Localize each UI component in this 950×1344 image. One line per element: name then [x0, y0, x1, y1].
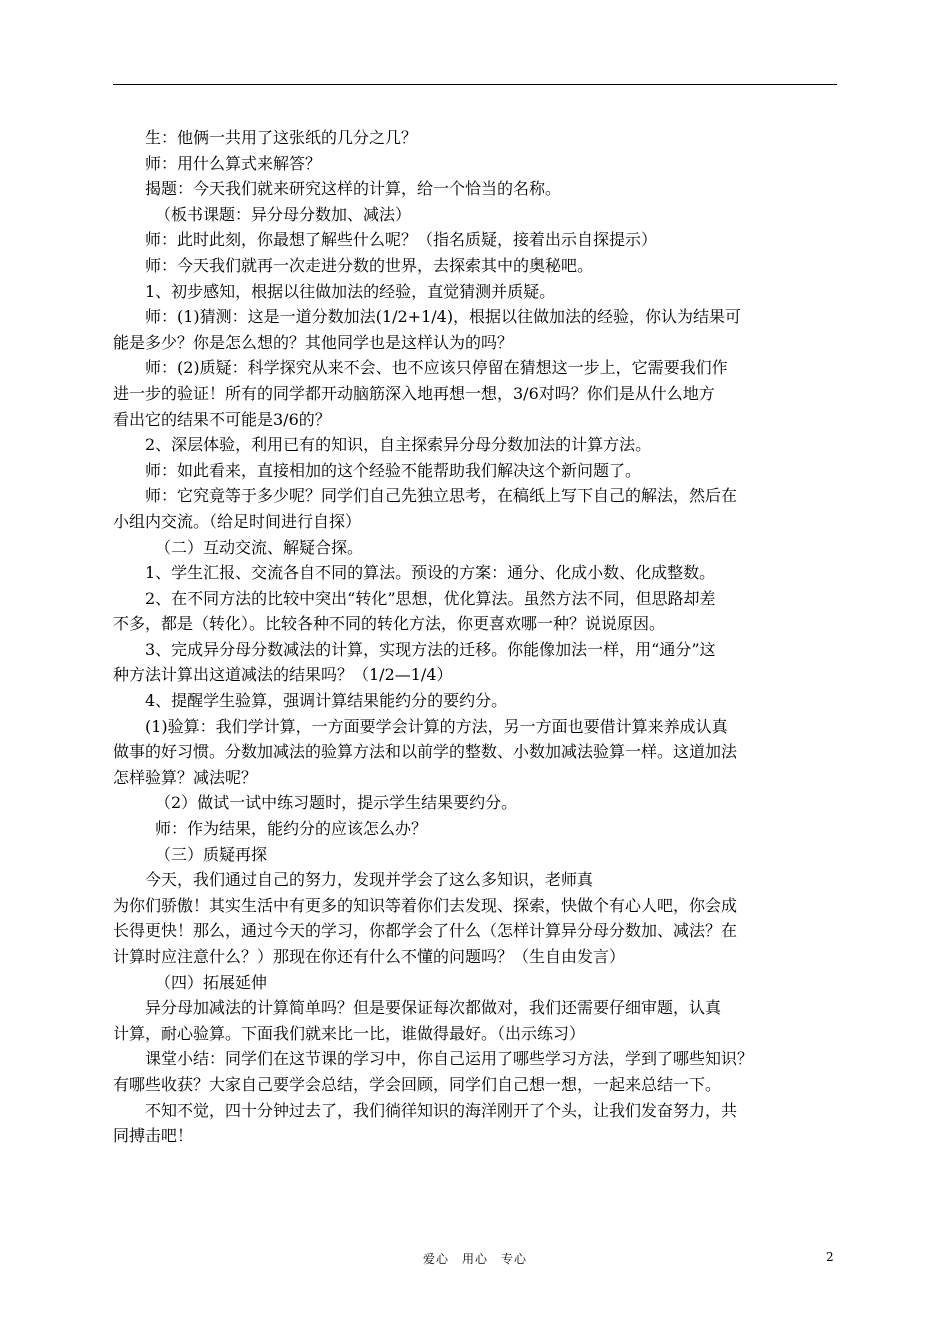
text-line: 不多，都是（转化）。比较各种不同的转化方法，你更喜欢哪一种？说说原因。	[113, 614, 666, 634]
text-line: (1)验算：我们学计算，一方面要学会计算的方法，另一方面也要借计算来养成认真	[145, 716, 728, 736]
text-line: 同搏击吧！	[113, 1126, 194, 1146]
text-line: 种方法计算出这道减法的结果吗？（1/2—1/4）	[113, 665, 453, 685]
text-line: 小组内交流。（给足时间进行自探）	[113, 511, 362, 531]
text-line: 4、提醒学生验算，强调计算结果能约分的要约分。	[145, 691, 508, 711]
text-line: 计算，耐心验算。下面我们就来比一比，谁做得最好。（出示练习）	[113, 1023, 586, 1043]
text-line: 师：此时此刻，你最想了解些什么呢？（指名质疑，接着出示自探提示）	[145, 230, 658, 250]
text-line: 有哪些收获？大家自己要学会总结，学会回顾，同学们自己想一想，一起来总结一下。	[113, 1074, 722, 1094]
text-line: 师：它究竟等于多少呢？同学们自己先独立思考，在稿纸上写下自己的解法，然后在	[145, 486, 738, 506]
text-line: （板书课题：异分母分数加、减法）	[155, 204, 412, 224]
text-line: 怎样验算？减法呢？	[113, 767, 258, 787]
text-line: 2、在不同方法的比较中突出“转化”思想，优化算法。虽然方法不同，但思路却差	[145, 588, 716, 608]
text-line: 今天，我们通过自己的努力，发现并学会了这么多知识，老师真	[145, 870, 594, 890]
text-line: （2）做试一试中练习题时，提示学生结果要约分。	[155, 793, 518, 813]
text-line: 异分母加减法的计算简单吗？但是要保证每次都做对，我们还需要仔细审题，认真	[145, 998, 722, 1018]
text-line: 做事的好习惯。分数加减法的验算方法和以前学的整数、小数加减法验算一样。这道加法	[113, 742, 738, 762]
text-line: 师：(1)猜测：这是一道分数加法(1/2+1/4)，根据以往做加法的经验，你认为结果可	[145, 307, 742, 327]
text-line: 计算时应注意什么？）那现在你还有什么不懂的问题吗？（生自由发言）	[113, 947, 626, 966]
text-line: 师：用什么算式来解答？	[145, 153, 322, 173]
text-line: 1、初步感知，根据以往做加法的经验，直觉猜测并质疑。	[145, 281, 556, 301]
text-line: 长得更快！那么，通过今天的学习，你都学会了什么（怎样计算异分母分数加、减法？在	[113, 921, 738, 941]
text-line: 能是多少？你是怎么想的？其他同学也是这样认为的吗？	[113, 332, 514, 352]
section-heading: （二）互动交流、解疑合探。	[155, 537, 364, 557]
header-rule	[113, 84, 837, 85]
text-line: 3、完成异分母分数减法的计算，实现方法的迁移。你能像加法一样，用“通分”这	[145, 639, 716, 659]
text-line: 为你们骄傲！其实生活中有更多的知识等着你们去发现、探索，快做个有心人吧，你会成	[113, 895, 738, 915]
text-line: 1、学生汇报、交流各自不同的算法。预设的方案：通分、化成小数、化成整数。	[145, 563, 716, 583]
document-body	[113, 125, 837, 1149]
text-line: 师：如此看来，直接相加的这个经验不能帮助我们解决这个新问题了。	[145, 460, 642, 480]
text-line: 不知不觉，四十分钟过去了，我们徜徉知识的海洋刚开了个头，让我们发奋努力，共	[145, 1100, 738, 1120]
text-line: 生：他俩一共用了这张纸的几分之几？	[145, 128, 418, 147]
text-line: 师：作为结果，能约分的应该怎么办？	[155, 819, 428, 839]
text-line: 揭题：今天我们就来研究这样的计算，给一个恰当的名称。	[145, 179, 562, 199]
text-line: 看出它的结果不可能是3/6的？	[113, 409, 331, 429]
page-number: 2	[826, 1250, 834, 1264]
section-heading: （三）质疑再探	[155, 844, 268, 864]
text-line: 进一步的验证！所有的同学都开动脑筋深入地再想一想，3/6对吗？你们是从什么地方	[113, 383, 715, 403]
footer-motto: 爱心 用心 专心	[422, 1252, 527, 1266]
text-line: 2、深层体验，利用已有的知识，自主探索异分母分数加法的计算方法。	[145, 435, 652, 455]
text-line: 课堂小结：同学们在这节课的学习中，你自己运用了哪些学习方法，学到了哪些知识？	[145, 1049, 754, 1069]
text-line: 师：今天我们就再一次走进分数的世界，去探索其中的奥秘吧。	[145, 255, 594, 275]
text-line: 师：(2)质疑：科学探究从来不会、也不应该只停留在猜想这一步上，它需要我们作	[145, 358, 728, 378]
section-heading: （四）拓展延伸	[155, 972, 268, 992]
